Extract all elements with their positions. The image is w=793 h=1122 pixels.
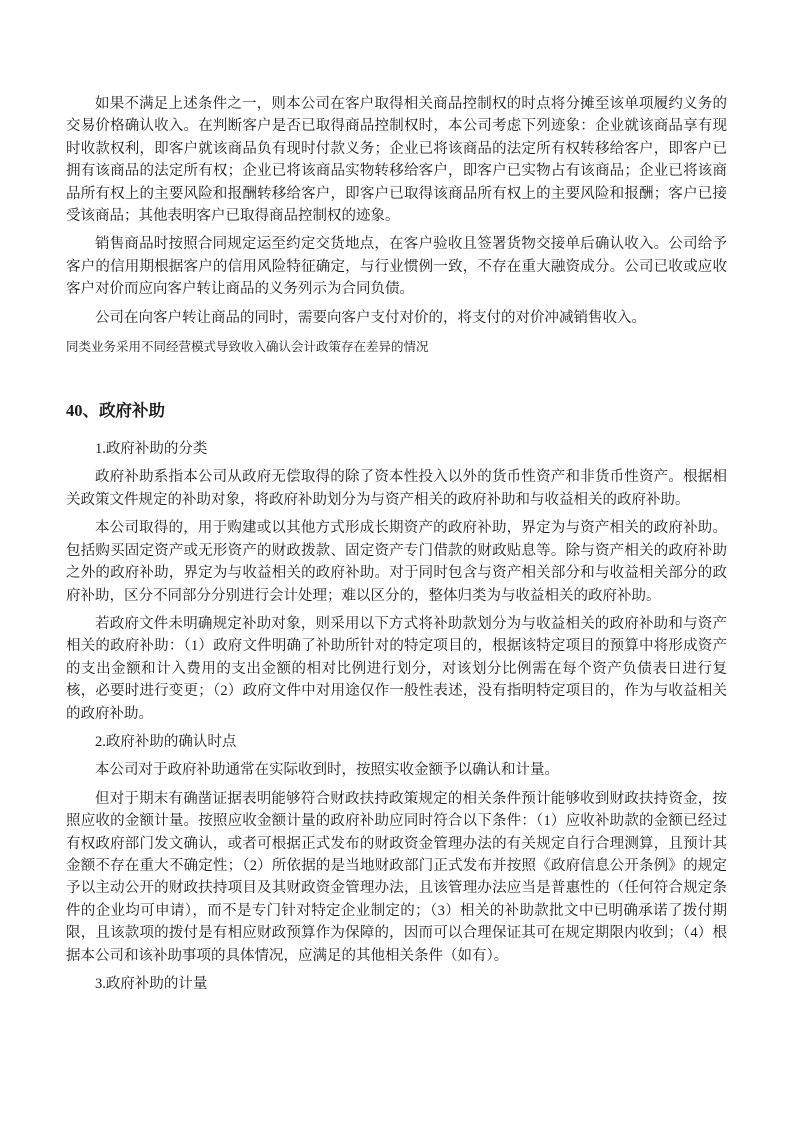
subsection-title-recognition-timing: 2.政府补助的确认时点 (95, 733, 237, 750)
subsection-title-measurement: 3.政府补助的计量 (95, 976, 208, 992)
para-receivable-measurement-conditions: 但对于期末有确凿证据表明能够符合财政扶持政策规定的相关条件预计能够收到财政扶持资金，按照应收的金额计量。按照应收金额计量的政府补助应同时符合以下条件：（1）应收补助款的金额已经过有权政府部门发文确认，或者可根据正式发布的财政资金管理办法的有关规定自行合理测算，且预计其金额不存在重大不确定性；（2）所依据的是当地财政部门正式发布并按照《政府信息公开条例》的规定予以主动公开的财政扶持项目及其财政资金管理办法，且该管理办法应当是普惠性的（任何符合规定条件的企业均可申请），而不是专门针对特定企业制定的；（3）相关的补助款批文中已明确承诺了拨付期限，且该款项的拨付是有相应财政预算作为保障的，因而可以合理保证其可在规定期限内收到；（4）根据本公司和该补助事项的具体情况，应满足的其他相关条件（如有）。 (66, 790, 727, 964)
para-asset-related-definition: 本公司取得的，用于购建或以其他方式形成长期资产的政府补助，界定为与资产相关的政府补助。包括购买固定资产或无形资产的财政拨款、固定资产专门借款的财政贴息等。除与资产相关的政府补助之外的政府补助，界定为与收益相关的政府补助。对于同时包含与资产相关部分和与收益相关部分的政府补助，区分不同部分分别进行会计处理；难以区分的，整体归类为与收益相关的政府补助。 (66, 520, 727, 604)
note-same-business-different-models: 同类业务采用不同经营模式导致收入确认会计政策存在差异的情况 (66, 340, 429, 355)
para-revenue-control-indicators: 如果不满足上述条件之一，则本公司在客户取得相关商品控制权的时点将分摊至该单项履约义务的交易价格确认收入。在判断客户是否已取得商品控制权时，本公司考虑下列迹象：企业就该商品享有现时收款权利，即客户就该商品负有现时付款义务；企业已将该商品的法定所有权转移给客户，即客户已拥有该商品的法定所有权；企业已将该商品实物转移给客户，即客户已实物占有该商品；企业已将该商品所有权上的主要风险和报酬转移给客户，即客户已取得该商品所有权上的主要风险和报酬；客户已接受该商品；其他表明客户已取得商品控制权的迹象。 (66, 96, 727, 225)
para-consideration-offset: 公司在向客户转让商品的同时，需要向客户支付对价的，将支付的对价冲减销售收入。 (95, 309, 646, 326)
para-unspecified-subsidy-split: 若政府文件未明确规定补助对象，则采用以下方式将补助款划分为与收益相关的政府补助和与资产相关的政府补助：（1）政府文件明确了补助所针对的特定项目的，根据该特定项目的预算中将形成资产的支出金额和计入费用的支出金额的相对比例进行划分，对该划分比例需在每个资产负债表日进行复核，必要时进行变更；（2）政府文件中对用途仅作一般性表述，没有指明特定项目的，作为与收益相关的政府补助。 (66, 615, 727, 722)
section-heading-government-subsidy: 40、政府补助 (66, 401, 165, 421)
para-subsidy-definition: 政府补助系指本公司从政府无偿取得的除了资本性投入以外的货币性资产和非货币性资产。根据相关政策文件规定的补助对象，将政府补助划分为与资产相关的政府补助和与收益相关的政府补助。 (66, 469, 727, 508)
para-revenue-delivery-recognition: 销售商品时按照合同规定运至约定交货地点，在客户验收且签署货物交接单后确认收入。公司给予客户的信用期根据客户的信用风险特征确定，与行业惯例一致，不存在重大融资成分。公司已收或应收客户对价而应向客户转让商品的义务列示为合同负债。 (66, 236, 727, 298)
subsection-title-classification: 1.政府补助的分类 (95, 441, 208, 458)
para-recognition-general: 本公司对于政府补助通常在实际收到时，按照实收金额予以确认和计量。 (95, 762, 559, 779)
